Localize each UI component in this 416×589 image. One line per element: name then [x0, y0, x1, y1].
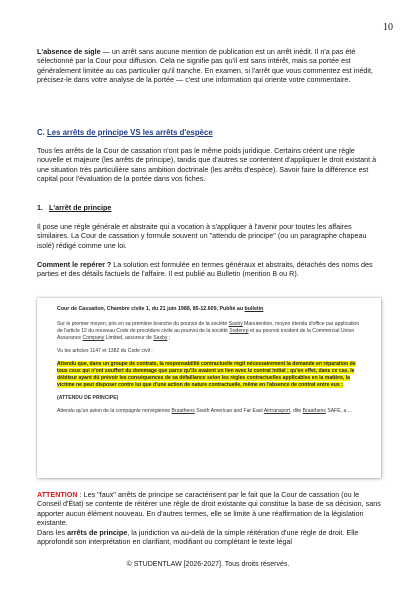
reperer-label: Comment le repérer ? [37, 260, 112, 269]
excerpt-title-link: bulletin [244, 306, 264, 312]
section-1-heading [37, 203, 111, 212]
arrets-principe-prefix: Dans les [37, 527, 67, 537]
attention-label: ATTENTION [37, 490, 78, 499]
reperer-text: La solution est formulée en termes généraux et abstraits, détachés des noms des parties et des détails factuels de l'affaire. Il est publié au Bulletin (mention B ou R). [37, 260, 373, 279]
excerpt-attendu-label: (ATTENDU DE PRINCIPE) [57, 395, 119, 401]
page-number: 10 [383, 22, 393, 33]
excerpt-paragraph-4: Attendu qu'un avion de la compagnie norvégienne Braathens South American and Far East Airtransport, dite Braathens SAFE, a ... [57, 408, 352, 414]
reperer-paragraph [37, 260, 383, 279]
excerpt-paragraph-2: Vu les articles 1147 et 1382 du Code civil ; [57, 348, 153, 354]
case-excerpt-image [37, 298, 381, 478]
section-1-number: 1. [37, 203, 43, 212]
intro-paragraph: Tous les arrêts de la Cour de cassation n'ont pas le même poids juridique. Certains créent une règle nouvelle et majeure (les arrêts de principe), tandis que d'autres se contentent d'appliquer le droit existant à une situation très particulière sans ambition doctrinale (les arrêts d'espèce). Savoir faire la différence est capital pour l'évaluation de la portée dans vos fiches. [37, 146, 377, 184]
absence-sigle-text: — un arrêt sans aucune mention de publication est un arrêt inédit. Il n'a pas été sélectionné par la Cour pour diffusion. Cela ne signifie pas qu'il est sans intérêt, mais sa portée est généralement limitée au cas particulier qu'il tranche. En examen, si l'arrêt que vous commentez est inédit, précisez-le dans votre analyse de la portée — c'est une information qui oriente votre commentaire. [37, 47, 373, 85]
excerpt-title: Cour de Cassation, Chambre civile 1, du 21 juin 1988, 85-12.609, Publié au bulletin [57, 306, 264, 312]
excerpt-paragraph-1: Sur le premier moyen, pris en sa première branche du pourvoi de la société Saxby Manutention, moyen étendu d'office par application de l'article 12 du nouveau Code de procédure civile au pourvoi de la société Soderep et au pourvoi incident de la Commercial Union Assurance Company Limited, assureur de Saxby ; [57, 321, 360, 341]
attention-text: : Les "faux" arrêts de principe se caractérisent par le fait que la Cour de cassation (ou le Conseil d'État) se contente de réitérer une règle de droit existante qui constitue la base de sa décision, sans apporter aucun élément nouveau. En d'autres termes, elle se limite à une réaffirmation de la législation existante. [37, 490, 381, 528]
absence-sigle-label: L'absence de sigle [37, 47, 101, 56]
section-1-title: L'arrêt de principe [49, 203, 112, 212]
excerpt-highlight: Attendu que, dans un groupe de contrats, la responsabilité contractuelle régit nécessairement la demande en réparation de tous ceux qui n'ont souffert du dommage que parce qu'ils avaient un lien avec le contrat initial ; qu'en effet, dans ce cas, le débiteur ayant dû prévoir les conséquences de sa défaillance selon les règles contractuelles applicables en la matière, la victime ne peut disposer contre lui que d'une action de nature contractuelle, même en l'absence de contrat entre eux ; [57, 361, 356, 388]
section-c-heading [37, 128, 213, 137]
absence-sigle-paragraph [37, 47, 383, 85]
principe-paragraph: Il pose une règle générale et abstraite qui a vocation à s'appliquer à l'avenir pour toutes les affaires similaires. La Cour de cassation y formule souvent un "attendu de principe" (ou un paragraphe chapeau isolé) rédigé comme une loi. [37, 222, 367, 250]
arrets-principe-label: arrêts de principe [66, 527, 128, 537]
footer-copyright: © STUDENTLAW [2026-2027]. Tous droits réservés. [126, 561, 290, 568]
attention-paragraph [37, 490, 383, 546]
arrets-principe-text: , la juridiction va au-delà de la simple réitération d'une règle de droit. Elle approfondit son interprétation en clarifiant, modifiant ou complétant le texte légal [37, 527, 359, 547]
excerpt-highlight-paragraph [57, 361, 361, 389]
section-c-title: Les arrêts de principe VS les arrêts d'espèce [46, 128, 213, 137]
section-c-prefix: C. [37, 128, 45, 137]
